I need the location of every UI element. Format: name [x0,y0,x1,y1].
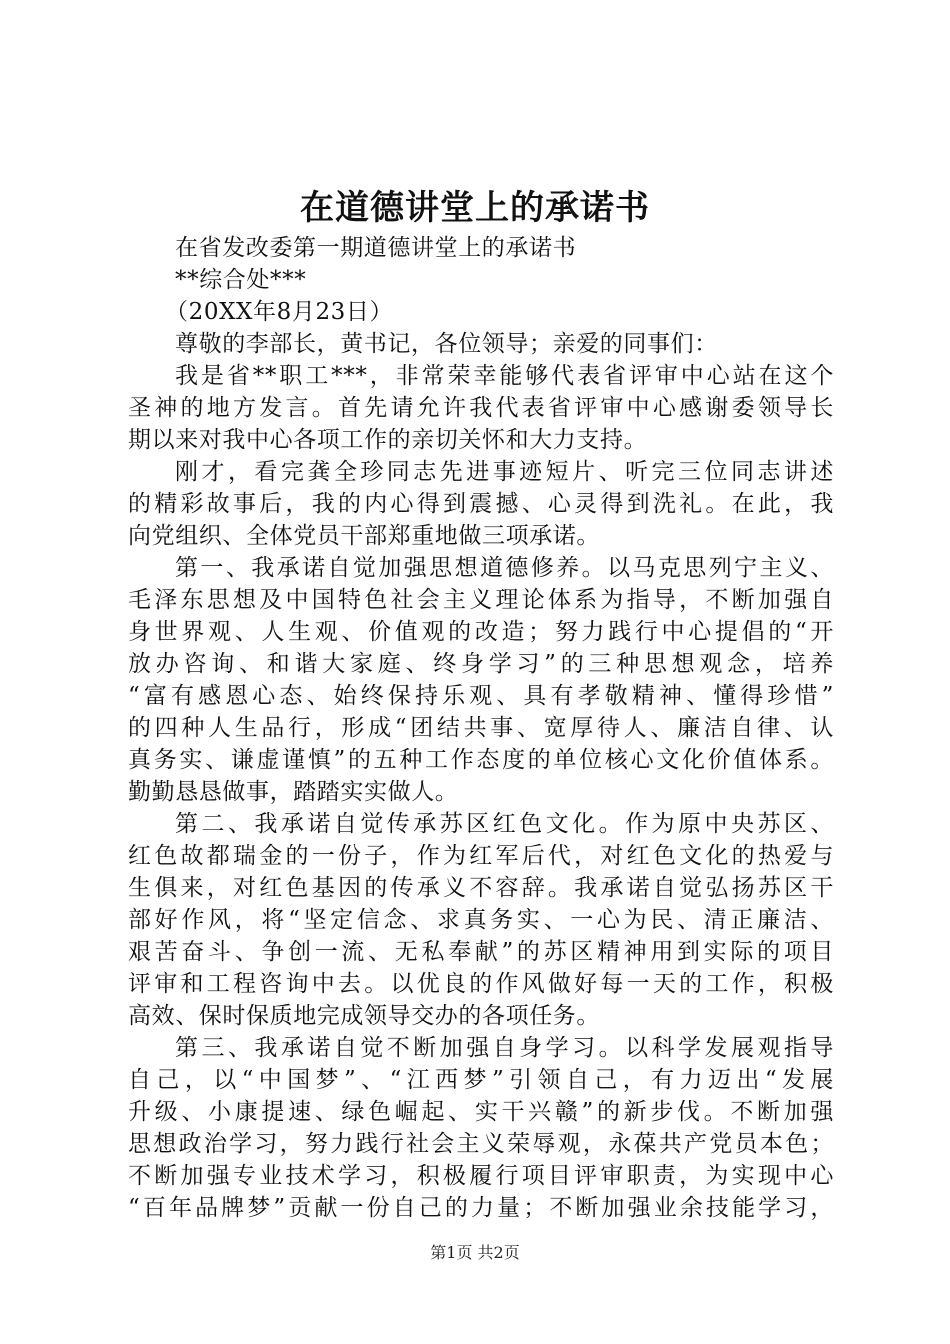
paragraph-line: 第三、我承诺自觉不断加强自身学习。以科学发展观指导 [175,1035,834,1061]
document-title: 在道德讲堂上的承诺书 [300,188,650,228]
paragraph-line: 思想政治学习，努力践行社会主义荣辱观，永葆共产党员本色； [128,1131,834,1157]
paragraph-line: 的四种人生品行，形成“团结共事、宽厚待人、廉洁自律、认 [128,715,834,741]
date-line: （20XX年8月23日） [165,299,394,325]
paragraph-line: 刚才，看完龚全珍同志先进事迹短片、听完三位同志讲述 [175,459,834,485]
paragraph-line: “百年品牌梦”贡献一份自己的力量；不断加强业余技能学习， [128,1195,834,1221]
paragraph-line: 放办咨询、和谐大家庭、终身学习”的三种思想观念，培养 [128,651,834,677]
paragraph-line: 不断加强专业技术学习，积极履行项目评审职责，为实现中心 [128,1163,834,1189]
paragraph-line: 勤勤恳恳做事，踏踏实实做人。 [128,779,459,805]
document-body [128,232,834,1224]
paragraph-line: 我是省**职工***，非常荣幸能够代表省评审中心站在这个 [175,363,834,389]
paragraph-line: 红色故都瑞金的一份子，作为红军后代，对红色文化的热爱与 [128,843,834,869]
page-number-footer: 第1页 共2页 [430,1243,520,1262]
paragraph-line: 评审和工程咨询中去。以优良的作风做好每一天的工作，积极 [128,971,834,997]
paragraph-line: 自己，以“中国梦”、“江西梦”引领自己，有力迈出“发展 [128,1067,834,1093]
paragraph-line: 高效、保时保质地完成领导交办的各项任务。 [128,1003,600,1029]
paragraph-line: 第一、我承诺自觉加强思想道德修养。以马克思列宁主义、 [175,555,834,581]
paragraph-line: 期以来对我中心各项工作的亲切关怀和大力支持。 [128,427,648,453]
paragraph-line: 向党组织、全体党员干部郑重地做三项承诺。 [128,523,600,549]
paragraph-line: “富有感恩心态、始终保持乐观、具有孝敬精神、懂得珍惜” [128,683,834,709]
paragraph-line: 身世界观、人生观、价值观的改造；努力践行中心提倡的“开 [128,619,834,645]
paragraph-line: 毛泽东思想及中国特色社会主义理论体系为指导，不断加强自 [128,587,834,613]
paragraph-line: 艰苦奋斗、争创一流、无私奉献”的苏区精神用到实际的项目 [128,939,834,965]
paragraph-line: 部好作风，将“坚定信念、求真务实、一心为民、清正廉洁、 [128,907,834,933]
paragraph-line: 真务实、谦虚谨慎”的五种工作态度的单位核心文化价值体系。 [128,747,834,773]
paragraph-line: 生俱来，对红色基因的传承义不容辞。我承诺自觉弘扬苏区干 [128,875,834,901]
paragraph-line: 第二、我承诺自觉传承苏区红色文化。作为原中央苏区、 [175,811,834,837]
subtitle-line: 在省发改委第一期道德讲堂上的承诺书 [175,235,577,261]
paragraph-line: 的精彩故事后，我的内心得到震撼、心灵得到洗礼。在此，我 [128,491,834,517]
paragraph-line: 升级、小康提速、绿色崛起、实干兴赣”的新步伐。不断加强 [128,1099,834,1125]
salutation-line: 尊敬的李部长，黄书记，各位领导；亲爱的同事们： [175,331,718,357]
author-line: **综合处*** [175,267,307,293]
paragraph-line: 圣神的地方发言。首先请允许我代表省评审中心感谢委领导长 [128,395,834,421]
